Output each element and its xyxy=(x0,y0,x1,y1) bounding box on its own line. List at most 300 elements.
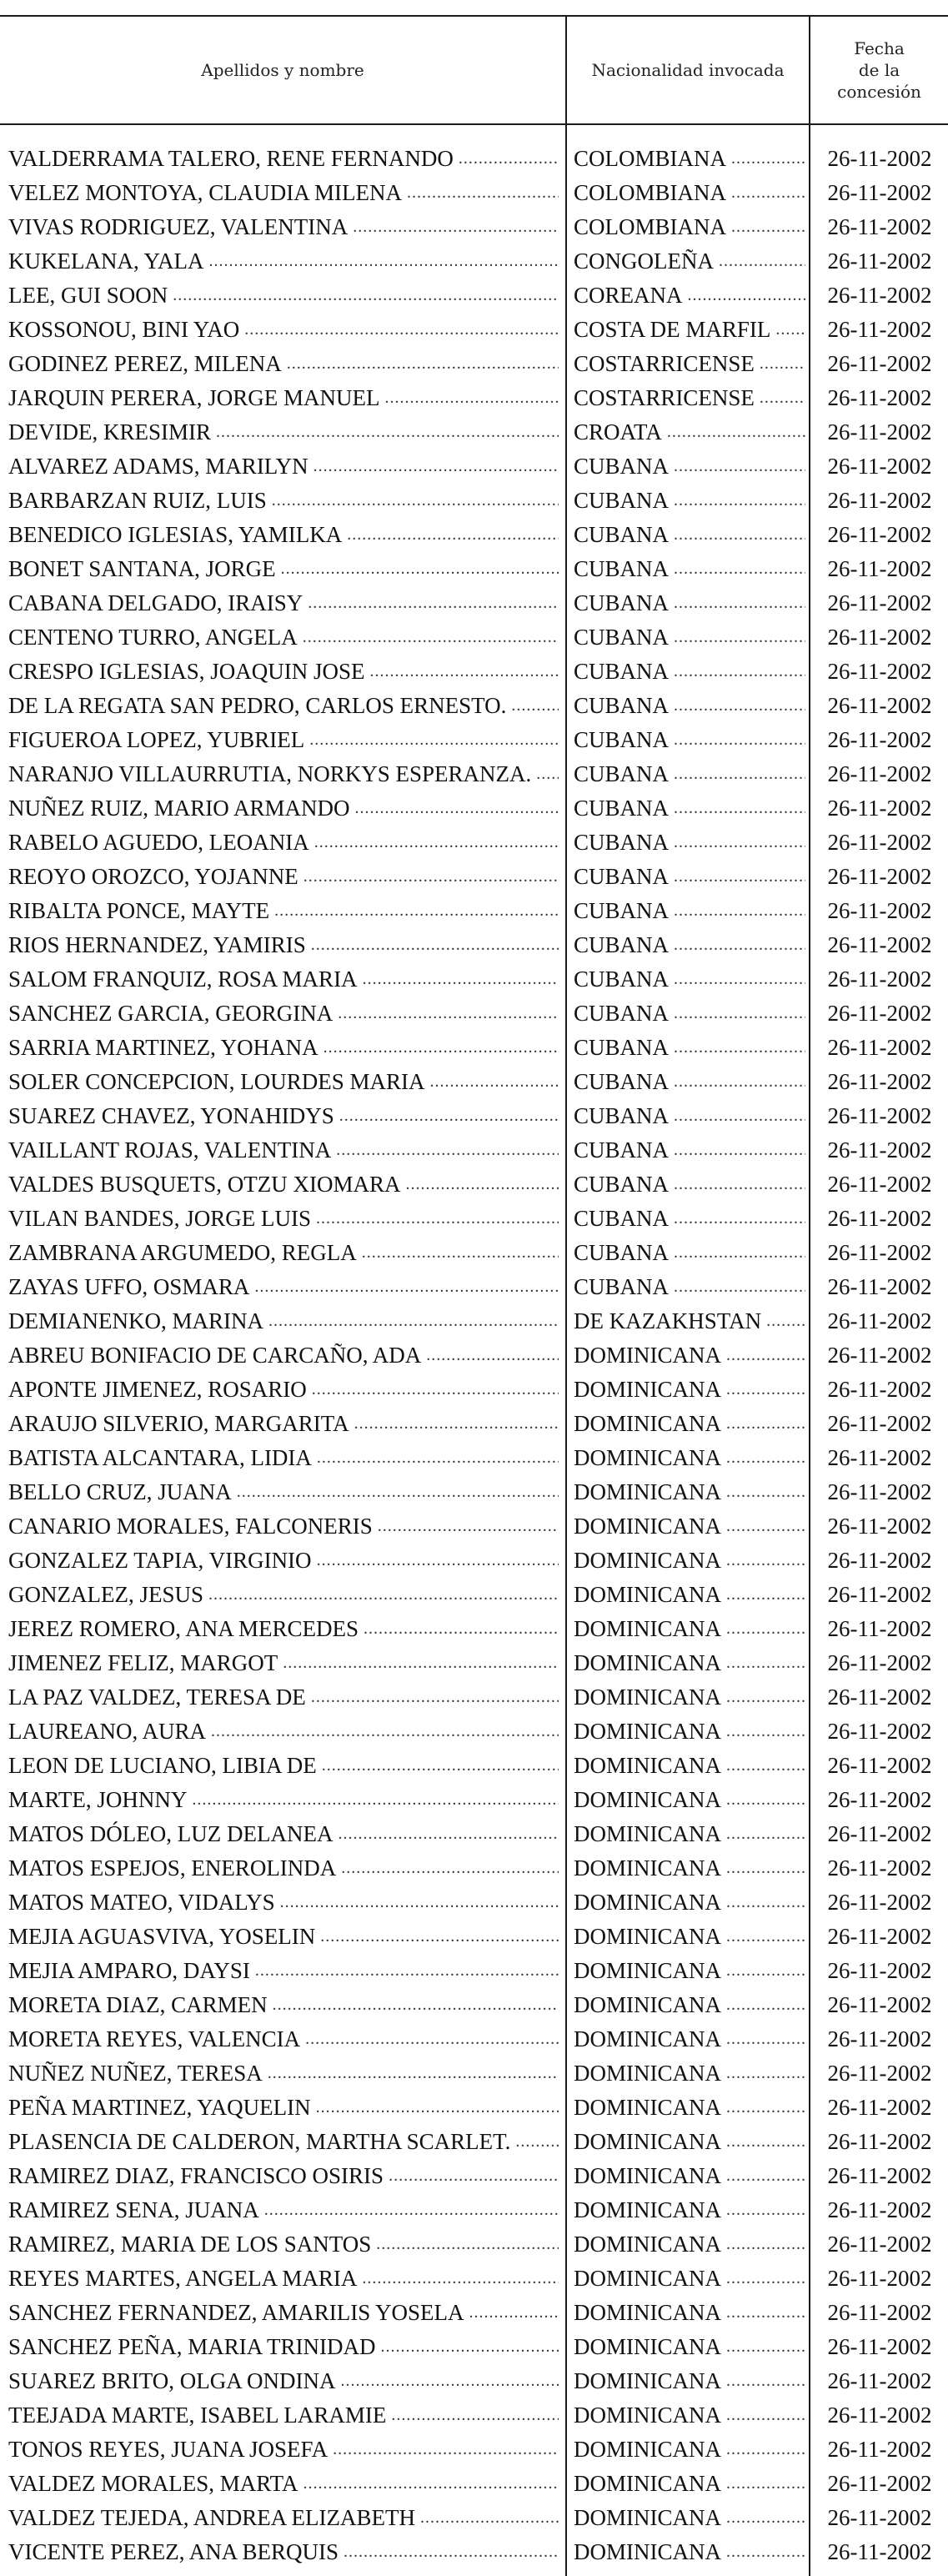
leader-dots xyxy=(674,449,805,484)
nationality-cell xyxy=(574,1612,805,1646)
date-cell: 26-11-2002 xyxy=(827,317,932,342)
nationality-text: CUBANA xyxy=(574,898,670,923)
name-text: RIOS HERNANDEZ, YAMIRIS xyxy=(8,932,306,957)
name-cell xyxy=(8,860,559,894)
name-cell xyxy=(8,791,559,826)
name-text: CANARIO MORALES, FALCONERIS xyxy=(8,1514,373,1539)
nationality-cell xyxy=(574,2330,805,2364)
nationality-cell xyxy=(574,1851,805,1886)
leader-dots xyxy=(726,1851,805,1886)
leader-dots xyxy=(731,176,805,210)
nationality-cell xyxy=(574,1715,805,1749)
table-row xyxy=(0,1920,948,1954)
date-cell: 26-11-2002 xyxy=(827,214,932,239)
name-cell xyxy=(8,1886,559,1920)
name-cell xyxy=(8,1270,559,1304)
nationality-cell xyxy=(574,928,805,962)
nationality-text: DOMINICANA xyxy=(574,1514,721,1539)
table-row xyxy=(0,2535,948,2569)
name-cell xyxy=(8,1544,559,1578)
date-cell: 26-11-2002 xyxy=(827,1958,932,1983)
table-row xyxy=(0,1407,948,1441)
name-cell xyxy=(8,484,559,518)
date-cell: 26-11-2002 xyxy=(827,1753,932,1778)
name-cell xyxy=(8,1338,559,1373)
nationality-cell xyxy=(574,1475,805,1509)
leader-dots xyxy=(280,1886,559,1920)
name-text: MARTE, JOHNNY xyxy=(8,1787,188,1812)
leader-dots xyxy=(211,1715,559,1749)
leader-dots xyxy=(309,723,559,757)
leader-dots xyxy=(316,2091,559,2125)
nationality-cell xyxy=(574,1646,805,1680)
nationality-text: DOMINICANA xyxy=(574,1685,721,1710)
name-text: LEON DE LUCIANO, LIBIA DE xyxy=(8,1753,317,1778)
nationality-cell xyxy=(574,1167,805,1202)
table-row xyxy=(0,1749,948,1783)
name-text: RAMIREZ SENA, JUANA xyxy=(8,2197,259,2222)
leader-dots xyxy=(303,620,559,655)
leader-dots xyxy=(726,2022,805,2056)
name-cell xyxy=(8,2501,559,2535)
table-row xyxy=(0,2501,948,2535)
nationality-cell xyxy=(574,518,805,552)
name-cell xyxy=(8,449,559,484)
leader-dots xyxy=(674,860,805,894)
leader-dots xyxy=(726,1578,805,1612)
name-text: ZAMBRANA ARGUMEDO, REGLA xyxy=(8,1240,357,1265)
nationality-cell xyxy=(574,142,805,176)
table-row xyxy=(0,1646,948,1680)
nationality-cell xyxy=(574,586,805,620)
table-row xyxy=(0,723,948,757)
name-text: RAMIREZ DIAZ, FRANCISCO OSIRIS xyxy=(8,2163,384,2188)
name-cell xyxy=(8,757,559,791)
name-text: SUAREZ CHAVEZ, YONAHIDYS xyxy=(8,1103,334,1128)
table-row xyxy=(0,1817,948,1851)
nationality-text: COSTA DE MARFIL xyxy=(574,317,771,342)
leader-dots xyxy=(324,1031,559,1065)
name-text: JARQUIN PERERA, JORGE MANUEL xyxy=(8,385,380,410)
date-cell: 26-11-2002 xyxy=(827,488,932,513)
nationality-cell xyxy=(574,2091,805,2125)
name-cell xyxy=(8,689,559,723)
table-row xyxy=(0,2056,948,2091)
table-row xyxy=(0,1441,948,1475)
leader-dots xyxy=(272,484,559,518)
nationality-text: DOMINICANA xyxy=(574,2061,721,2086)
nationality-text: DOMINICANA xyxy=(574,1753,721,1778)
nationality-cell xyxy=(574,1338,805,1373)
name-text: MORETA DIAZ, CARMEN xyxy=(8,1992,268,2017)
leader-dots xyxy=(726,1817,805,1851)
name-text: KOSSONOU, BINI YAO xyxy=(8,317,240,342)
name-cell xyxy=(8,1509,559,1544)
name-cell xyxy=(8,1099,559,1133)
name-cell xyxy=(8,1304,559,1338)
name-text: FIGUEROA LOPEZ, YUBRIEL xyxy=(8,727,305,752)
nationality-text: CUBANA xyxy=(574,1103,670,1128)
nationality-text: DOMINICANA xyxy=(574,2334,721,2359)
leader-dots xyxy=(378,1509,559,1544)
nationality-text: DOMINICANA xyxy=(574,1924,721,1949)
name-text: MEJIA AMPARO, DAYSI xyxy=(8,1958,250,1983)
date-cell: 26-11-2002 xyxy=(827,1411,932,1436)
name-cell xyxy=(8,2227,559,2262)
name-text: VALDES BUSQUETS, OTZU XIOMARA xyxy=(8,1172,401,1197)
table-row xyxy=(0,210,948,244)
nationality-text: COLOMBIANA xyxy=(574,214,727,239)
leader-dots xyxy=(726,2262,805,2296)
leader-dots xyxy=(317,1544,559,1578)
leader-dots xyxy=(341,1851,559,1886)
name-cell xyxy=(8,381,559,415)
name-cell xyxy=(8,962,559,997)
name-cell xyxy=(8,1817,559,1851)
name-text: REOYO OROZCO, YOJANNE xyxy=(8,864,298,889)
table-row xyxy=(0,381,948,415)
nationality-cell xyxy=(574,2467,805,2501)
name-text: GODINEZ PEREZ, MILENA xyxy=(8,351,282,376)
name-text: NUÑEZ RUIZ, MARIO ARMANDO xyxy=(8,796,350,821)
leader-dots xyxy=(674,586,805,620)
leader-dots xyxy=(317,1441,559,1475)
date-cell: 26-11-2002 xyxy=(827,1855,932,1881)
name-text: CABANA DELGADO, IRAISY xyxy=(8,590,303,615)
name-text: RABELO AGUEDO, LEOANIA xyxy=(8,830,309,855)
nationality-text: DOMINICANA xyxy=(574,2539,721,2564)
table-row xyxy=(0,997,948,1031)
nationality-cell xyxy=(574,2296,805,2330)
nationality-cell xyxy=(574,723,805,757)
nationality-cell xyxy=(574,894,805,928)
leader-dots xyxy=(333,2433,559,2467)
nationality-text: DOMINICANA xyxy=(574,1616,721,1641)
table-row xyxy=(0,1851,948,1886)
name-cell xyxy=(8,1167,559,1202)
nationality-cell xyxy=(574,244,805,279)
leader-dots xyxy=(268,2056,559,2091)
leader-dots xyxy=(726,1954,805,1988)
leader-dots xyxy=(362,2262,559,2296)
nationality-text: COREANA xyxy=(574,283,683,308)
name-text: CENTENO TURRO, ANGELA xyxy=(8,625,298,650)
table-row xyxy=(0,1988,948,2022)
table-row xyxy=(0,1202,948,1236)
leader-dots xyxy=(255,1954,559,1988)
nationality-text: CUBANA xyxy=(574,1035,670,1060)
name-cell xyxy=(8,2433,559,2467)
leader-dots xyxy=(376,2227,559,2262)
table-row xyxy=(0,279,948,313)
date-cell: 26-11-2002 xyxy=(827,1719,932,1744)
leader-dots xyxy=(726,2433,805,2467)
leader-dots xyxy=(766,1304,805,1338)
leader-dots xyxy=(354,1407,559,1441)
nationality-text: CUBANA xyxy=(574,1172,670,1197)
leader-dots xyxy=(430,1065,559,1099)
name-cell xyxy=(8,142,559,176)
name-text: MATOS DÓLEO, LUZ DELANEA xyxy=(8,1821,334,1846)
leader-dots xyxy=(667,415,805,449)
nationality-text: CUBANA xyxy=(574,454,670,479)
table-row xyxy=(0,860,948,894)
leader-dots xyxy=(726,2364,805,2398)
nationality-text: COSTARRICENSE xyxy=(574,351,755,376)
leader-dots xyxy=(312,1373,559,1407)
leader-dots xyxy=(674,518,805,552)
nationality-cell xyxy=(574,2193,805,2227)
nationality-text: DOMINICANA xyxy=(574,2437,721,2462)
name-text: ARAUJO SILVERIO, MARGARITA xyxy=(8,1411,349,1436)
leader-dots xyxy=(674,689,805,723)
leader-dots xyxy=(426,1338,559,1373)
leader-dots xyxy=(726,2159,805,2193)
date-cell: 26-11-2002 xyxy=(827,454,932,479)
leader-dots xyxy=(515,2125,559,2159)
name-cell xyxy=(8,347,559,381)
nationality-text: CUBANA xyxy=(574,522,670,547)
name-text: LA PAZ VALDEZ, TERESA DE xyxy=(8,1685,306,1710)
date-cell: 26-11-2002 xyxy=(827,1548,932,1573)
date-cell: 26-11-2002 xyxy=(827,351,932,376)
date-cell: 26-11-2002 xyxy=(827,2163,932,2188)
leader-dots xyxy=(389,2159,559,2193)
name-cell xyxy=(8,2193,559,2227)
name-cell xyxy=(8,1612,559,1646)
nationality-cell xyxy=(574,415,805,449)
name-text: TONOS REYES, JUANA JOSEFA xyxy=(8,2437,329,2462)
leader-dots xyxy=(192,1783,559,1817)
nationality-text: CUBANA xyxy=(574,1001,670,1026)
leader-dots xyxy=(726,1544,805,1578)
nationality-text: CUBANA xyxy=(574,1137,670,1162)
name-text: BONET SANTANA, JORGE xyxy=(8,556,276,581)
date-cell: 26-11-2002 xyxy=(827,2505,932,2530)
date-cell: 26-11-2002 xyxy=(827,1274,932,1299)
nationality-cell xyxy=(574,1099,805,1133)
nationality-cell xyxy=(574,449,805,484)
leader-dots xyxy=(731,142,805,176)
nationality-text: DOMINICANA xyxy=(574,1992,721,2017)
table-row xyxy=(0,894,948,928)
leader-dots xyxy=(469,2296,559,2330)
date-cell: 26-11-2002 xyxy=(827,590,932,615)
nationality-cell xyxy=(574,2433,805,2467)
leader-dots xyxy=(726,2227,805,2262)
table-row xyxy=(0,1544,948,1578)
leader-dots xyxy=(719,244,805,279)
date-cell: 26-11-2002 xyxy=(827,2539,932,2564)
table-row xyxy=(0,1167,948,1202)
leader-dots xyxy=(385,381,559,415)
name-cell xyxy=(8,2296,559,2330)
name-cell xyxy=(8,279,559,313)
date-cell: 26-11-2002 xyxy=(827,2061,932,2086)
name-cell xyxy=(8,894,559,928)
date-cell: 26-11-2002 xyxy=(827,522,932,547)
date-cell: 26-11-2002 xyxy=(827,2266,932,2291)
date-cell: 26-11-2002 xyxy=(827,1001,932,1026)
name-text: SUAREZ BRITO, OLGA ONDINA xyxy=(8,2368,336,2393)
date-cell: 26-11-2002 xyxy=(827,1240,932,1265)
name-cell xyxy=(8,1715,559,1749)
leader-dots xyxy=(208,1578,559,1612)
leader-dots xyxy=(674,1133,805,1167)
nationality-cell xyxy=(574,1373,805,1407)
name-cell xyxy=(8,2330,559,2364)
name-cell xyxy=(8,1236,559,1270)
date-cell: 26-11-2002 xyxy=(827,556,932,581)
nationality-cell xyxy=(574,791,805,826)
table-row xyxy=(0,2296,948,2330)
name-text: REYES MARTES, ANGELA MARIA xyxy=(8,2266,358,2291)
date-cell: 26-11-2002 xyxy=(827,1924,932,1949)
nationality-text: DOMINICANA xyxy=(574,1890,721,1915)
date-cell: 26-11-2002 xyxy=(827,830,932,855)
name-text: VICENTE PEREZ, ANA BERQUIS xyxy=(8,2539,339,2564)
name-text: SOLER CONCEPCION, LOURDES MARIA xyxy=(8,1069,425,1094)
leader-dots xyxy=(674,620,805,655)
nationality-cell xyxy=(574,860,805,894)
nationality-cell xyxy=(574,2364,805,2398)
leader-dots xyxy=(726,1338,805,1373)
date-cell: 26-11-2002 xyxy=(827,419,932,444)
nationality-cell xyxy=(574,1304,805,1338)
date-cell: 26-11-2002 xyxy=(827,2197,932,2222)
name-text: VELEZ MONTOYA, CLAUDIA MILENA xyxy=(8,180,402,205)
leader-dots xyxy=(726,2535,805,2569)
date-cell: 26-11-2002 xyxy=(827,761,932,786)
nationality-text: CONGOLEÑA xyxy=(574,249,714,274)
header-date-line-3: concesión xyxy=(837,82,921,102)
date-cell: 26-11-2002 xyxy=(827,180,932,205)
table-row xyxy=(0,826,948,860)
nationality-text: DOMINICANA xyxy=(574,1445,721,1470)
date-cell: 26-11-2002 xyxy=(827,2129,932,2154)
leader-dots xyxy=(726,1783,805,1817)
table-row xyxy=(0,2330,948,2364)
name-cell xyxy=(8,313,559,347)
date-cell: 26-11-2002 xyxy=(827,932,932,957)
name-text: GONZALEZ, JESUS xyxy=(8,1582,203,1607)
name-text: JEREZ ROMERO, ANA MERCEDES xyxy=(8,1616,359,1641)
nationality-cell xyxy=(574,1920,805,1954)
nationality-text: CUBANA xyxy=(574,727,670,752)
leader-dots xyxy=(726,2467,805,2501)
leader-dots xyxy=(322,1749,559,1783)
leader-dots xyxy=(726,1715,805,1749)
date-cell: 26-11-2002 xyxy=(827,1787,932,1812)
table-row xyxy=(0,791,948,826)
leader-dots xyxy=(688,279,805,313)
nationality-cell xyxy=(574,347,805,381)
nationality-text: CUBANA xyxy=(574,864,670,889)
leader-dots xyxy=(344,2535,559,2569)
nationality-cell xyxy=(574,2159,805,2193)
nationality-text: DOMINICANA xyxy=(574,2232,721,2257)
name-cell xyxy=(8,2262,559,2296)
nationality-cell xyxy=(574,1065,805,1099)
nationality-cell xyxy=(574,1680,805,1715)
table-row xyxy=(0,2091,948,2125)
nationality-text: COLOMBIANA xyxy=(574,180,727,205)
leader-dots xyxy=(674,1270,805,1304)
nationality-text: CUBANA xyxy=(574,488,670,513)
date-cell: 26-11-2002 xyxy=(827,1206,932,1231)
leader-dots xyxy=(726,2330,805,2364)
date-cell: 26-11-2002 xyxy=(827,2334,932,2359)
table-row xyxy=(0,484,948,518)
leader-dots xyxy=(726,1373,805,1407)
name-text: VALDEZ TEJEDA, ANDREA ELIZABETH xyxy=(8,2505,415,2530)
nationality-text: COLOMBIANA xyxy=(574,146,727,171)
leader-dots xyxy=(339,1099,559,1133)
name-text: JIMENEZ FELIZ, MARGOT xyxy=(8,1650,278,1675)
leader-dots xyxy=(336,1133,559,1167)
name-text: VAILLANT ROJAS, VALENTINA xyxy=(8,1137,332,1162)
nationality-cell xyxy=(574,1236,805,1270)
table-row xyxy=(0,1509,948,1544)
name-cell xyxy=(8,1202,559,1236)
leader-dots xyxy=(726,2125,805,2159)
header-date xyxy=(810,17,948,123)
leader-dots xyxy=(313,449,559,484)
nationality-text: CUBANA xyxy=(574,1240,670,1265)
leader-dots xyxy=(353,210,559,244)
nationality-text: CUBANA xyxy=(574,932,670,957)
nationality-cell xyxy=(574,1988,805,2022)
leader-dots xyxy=(316,1202,559,1236)
name-cell xyxy=(8,244,559,279)
leader-dots xyxy=(674,894,805,928)
date-cell: 26-11-2002 xyxy=(827,1582,932,1607)
date-cell: 26-11-2002 xyxy=(827,146,932,171)
nationality-text: DOMINICANA xyxy=(574,2095,721,2120)
leader-dots xyxy=(314,826,559,860)
nationality-cell xyxy=(574,313,805,347)
leader-dots xyxy=(370,655,559,689)
nationality-cell xyxy=(574,2398,805,2433)
date-cell: 26-11-2002 xyxy=(827,283,932,308)
table-row xyxy=(0,655,948,689)
name-cell xyxy=(8,723,559,757)
leader-dots xyxy=(273,1988,559,2022)
nationality-text: DOMINICANA xyxy=(574,2163,721,2188)
name-text: NARANJO VILLAURRUTIA, NORKYS ESPERANZA. xyxy=(8,761,532,786)
name-cell xyxy=(8,210,559,244)
table-row xyxy=(0,1133,948,1167)
nationality-cell xyxy=(574,2056,805,2091)
name-cell xyxy=(8,1680,559,1715)
nationality-cell xyxy=(574,962,805,997)
leader-dots xyxy=(347,518,559,552)
table-row xyxy=(0,2022,948,2056)
leader-dots xyxy=(311,1680,559,1715)
header-name xyxy=(0,17,565,123)
name-text: PLASENCIA DE CALDERON, MARTHA SCARLET. xyxy=(8,2129,511,2154)
leader-dots xyxy=(726,1407,805,1441)
leader-dots xyxy=(511,689,559,723)
header-date-line-2: de la xyxy=(858,60,900,80)
name-cell xyxy=(8,2398,559,2433)
leader-dots xyxy=(760,381,805,415)
name-cell xyxy=(8,1749,559,1783)
date-cell: 26-11-2002 xyxy=(827,1069,932,1094)
name-cell xyxy=(8,415,559,449)
name-text: APONTE JIMENEZ, ROSARIO xyxy=(8,1377,307,1402)
name-cell xyxy=(8,1441,559,1475)
